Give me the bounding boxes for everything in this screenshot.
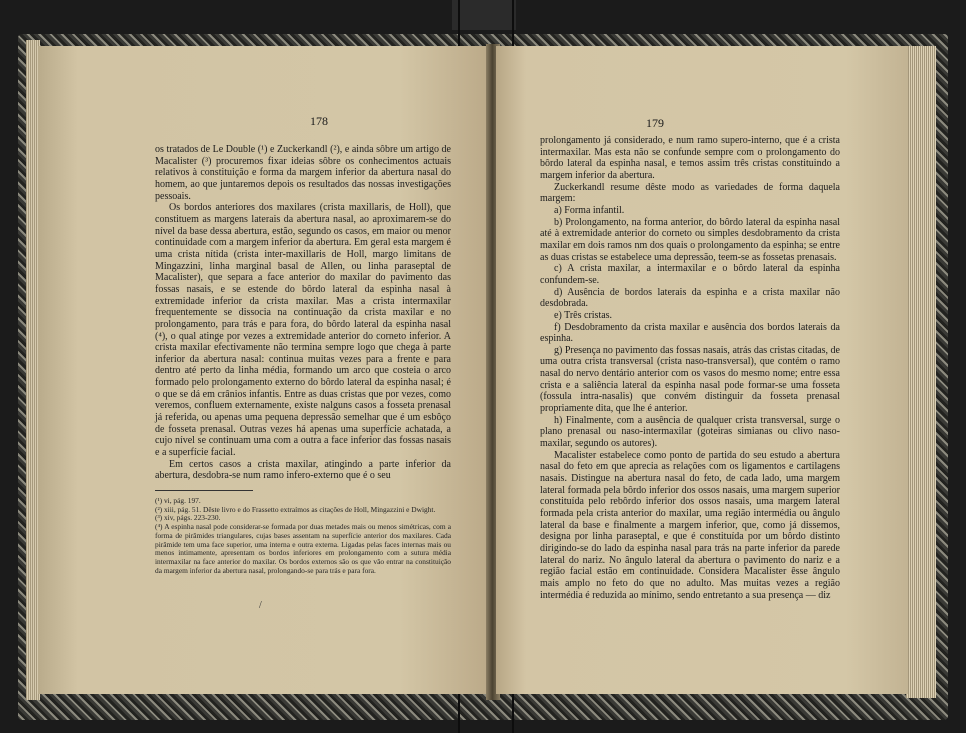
right-page (496, 46, 908, 694)
left-body-text (155, 144, 451, 482)
right-body-text (540, 135, 840, 601)
footnote: (³) xiv, págs. 223-230. (155, 513, 221, 523)
list-item: g) Presença no pavimento das fossas nasais, atrás das cristas citadas, de uma outra crista transversal (crista naso-transversal), que contém o ramo nasal do nervo dentário anterior com os vasos do mesmo nome; entre essa crista e a saliência lateral da espinha nasal pode formar-se uma fosseta (fossula intra-nasalis) que convém distinguir da fosseta prenasal propriamente dita, que lhe é anterior. (540, 344, 840, 415)
list-item: h) Finalmente, com a ausência de qualquer crista transversal, surge o plano prenasal ou naso-intermaxilar (goteiras simianas ou clivo naso-maxilar, segundo os autores). (540, 414, 840, 450)
paragraph: Em certos casos a crista maxilar, atingindo a parte inferior da abertura, desdobra-se num ramo infero-externo que é o seu (155, 458, 451, 482)
footnote: (⁴) A espinha nasal pode considerar-se formada por duas metades mais ou menos simétricas, com a forma de pirâmides triangulares, cujas bases assentam na superfície anterior dos maxilares. Cada pirâmide tem uma face superior, uma interna e outra externa. Ligadas pelas faces internas mais ou menos intimamente, apresentam os bordos inferiores em prolongamento com a sutura média intermaxilar na face anterior do maxilar. Os bordos externos são os que vão entrar na constituição da margem inferior da abertura nasal, prolongando-se para trás e para fora. (155, 522, 451, 575)
page-number-left: 178 (310, 114, 328, 128)
footnote: (¹) vi, pág. 197. (155, 496, 201, 505)
footnote-rule (155, 490, 253, 491)
list-item: d) Ausência de bordos laterais da espinha e a crista maxilar não desdobrada. (540, 286, 840, 310)
paragraph: Macalister estabelece como ponto de partida do seu estudo a abertura nasal do feto em que aprecia as relações com os ligamentos e cartilagens nasais. Distingue na abertura nasal do feto, de cada lado, uma margem lateral formada pela bôrdo inferior dos ossos nasais, uma margem superior constituída pelo rebôrdo inferior dos ossos nasais, uma margem lateral formada pela crista anterior do maxilar, uma região intermédia ou ângulo lateral da base e finalmente a margem inferior, que, como já dissemos, designa por linha paraseptal, e que é constituída por um bôrdo distinto dirigindo-se do lado da espinha nasal para trás na parte inferior da parede lateral do nariz. No ângulo lateral da abertura o pavimento do nariz e a região facial estão em continuidade. Considera Macalister êsse ângulo mais amplo no feto do que no adulto. Mas muitas vezes a região intermédia é reduzida ao mínimo, sendo entretanto a sua presença — diz (540, 449, 840, 601)
list-item: e) Três cristas. (554, 309, 613, 321)
stray-mark: / (259, 600, 262, 611)
footnotes (155, 497, 451, 575)
list-item: a) Forma infantil. (554, 204, 625, 216)
paragraph: os tratados de Le Double (¹) e Zuckerkandl (²), e ainda sôbre um artigo de Macalister (³) procuremos fixar ideias sôbre os conhecimentos actuais relativos à constituição e forma da margem inferior da abertura nasal do homem, ao que juntaremos depois os resultados das nossas investigações pessoais. (155, 144, 451, 202)
footnote: (²) xiii, pág. 51. Dêste livro e do Frassetto extraímos as citações de Holl, Mingazzini e Dwight. (155, 504, 436, 514)
list-item: c) A crista maxilar, a intermaxilar e o bôrdo lateral da espinha confundem-se. (540, 263, 840, 286)
left-page (38, 46, 490, 694)
paragraph: Zuckerkandl resume dêste modo as variedades de forma daquela margem: (540, 181, 840, 205)
page-edges-right (906, 46, 936, 698)
paragraph: Os bordos anteriores dos maxilares (crista maxillaris, de Holl), que constituem as margens laterais da abertura nasal, ao aproximarem-se do nível da base dessa abertura, estão, segundo os casos, em maior ou menor continuidade com a margem inferior da abertura. Em geral esta margem é uma crista nítida (crista inter-maxillaris de Holl, margo limitans de Mingazzini, linha marginal basal de Allen, ou linha paraseptal de Macalister), que separa a face anterior do maxilar do pavimento das fossas nasais, e se estende do bôrdo lateral da espinha nasal à extremidade inferior da crista maxilar. Mas a crista intermaxilar frequentemente se dissocia na continuação da crista maxilar e no prolongamento, para trás e para fora, do bôrdo lateral da espinha nasal (⁴), o qual atinge por vezes a extremidade anterior do corneto inferior. A crista maxilar efectivamente não termina sempre logo que chega à parte inferior da abertura nasal: continua muitas vezes para a frente e para dentro até perto da linha média, formando um arco que costeia o arco formado pelo prolongamento externo do bôrdo lateral da espinha nasal; é o que se dá em crânios infantis. Entre as duas cristas que por vezes, como veremos, confluem externamente, existe nalguns casos a fosseta prenasal já referida, ou apenas uma pequena depressão semelhar que é um esbôço de fosseta prenasal. Outras vezes há apenas uma superfície achatada, a cujo nível se continuam uma com a outra a face inferior das fossas nasais e a superfície facial. (155, 202, 451, 459)
list-item: f) Desdobramento da crista maxilar e ausência dos bordos laterais da espinha. (540, 321, 840, 345)
list-item: b) Prolongamento, na forma anterior, do bôrdo lateral da espinha nasal até à extremidade anterior do corneto ou simples desdobramento da crista maxilar em dois ramos nm dos quais o prolongamento da espinha; se entre as duas cristas se estabelece uma depressão, teem-se as fossetas prenasais. (540, 216, 840, 263)
book-spine (452, 0, 516, 30)
paragraph: prolongamento já considerado, e num ramo supero-interno, que é a crista intermaxilar. Mas esta não se confunde sempre com o prolongamento do bôrdo lateral da espinha nasal, e temos assim três cristas constituindo a margem inferior da abertura. (540, 135, 840, 181)
page-number-right: 179 (646, 116, 664, 130)
